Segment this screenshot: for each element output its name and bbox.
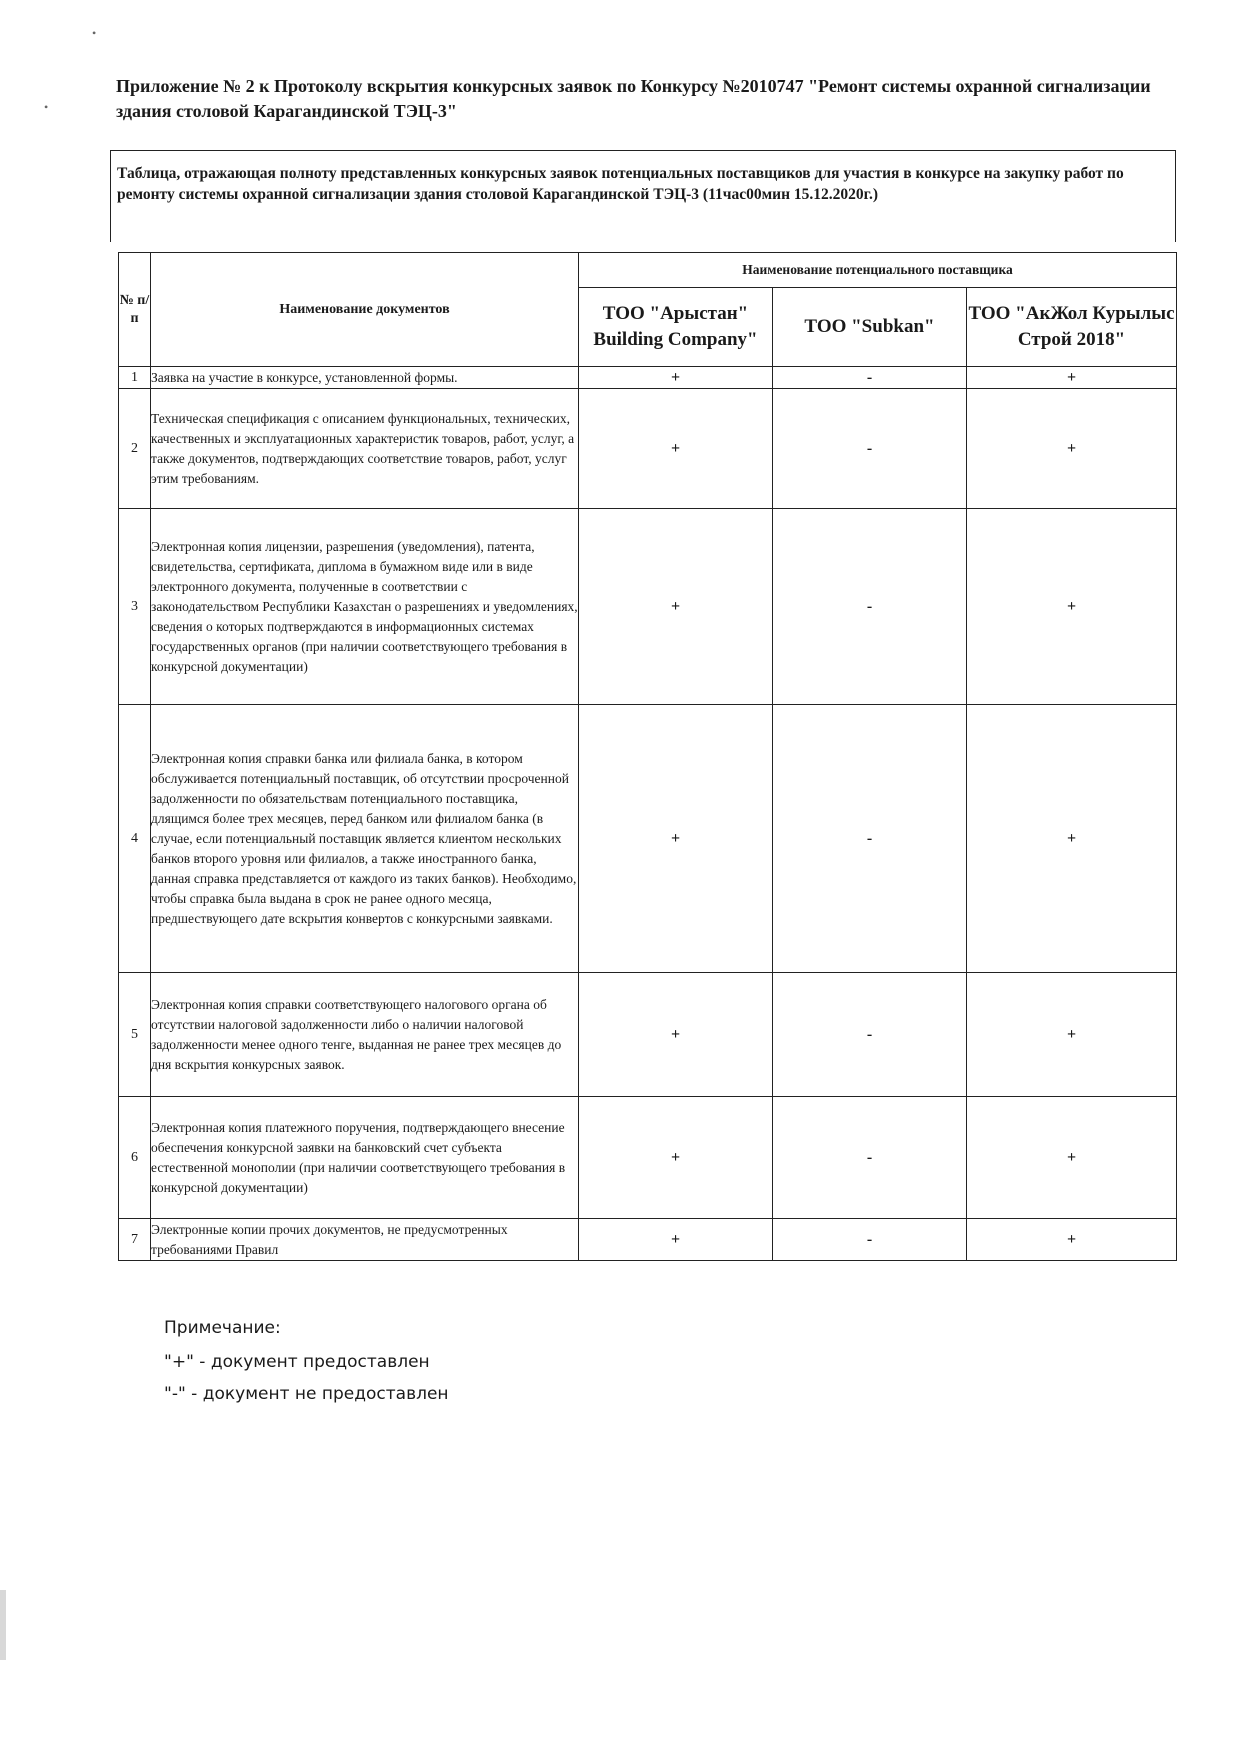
note-minus-legend: "-" - документ не предоставлен [164, 1384, 449, 1404]
table-row [119, 1219, 1177, 1261]
documents-table [118, 252, 1177, 1261]
mark-akzhol: + [967, 973, 1177, 1097]
mark-arystan: + [579, 705, 773, 973]
mark-akzhol: + [967, 1097, 1177, 1219]
page-title: Приложение № 2 к Протоколу вскрытия конкурсных заявок по Конкурсу №2010747 "Ремонт системы охранной сигнализации здания столовой Карагандинской ТЭЦ-3" [116, 76, 1151, 121]
vendor-header-subkan: ТОО "Subkan" [773, 288, 967, 367]
mark-arystan: + [579, 509, 773, 705]
mark-arystan: + [579, 367, 773, 389]
mark-arystan: + [579, 1219, 773, 1261]
scan-speck: • [92, 26, 97, 40]
document-name: Электронная копия лицензии, разрешения (уведомления), патента, свидетельства, сертификата, диплома в бумажном виде или в виде электронного документа, полученные в соответствии с законодательством Республики Казахстан о разрешениях и уведомлениях, сведения о которых подтверждаются в информационных системах государственных органов (при наличии соответствующего требования в конкурсной документации) [151, 509, 579, 705]
document-name: Электронная копия платежного поручения, подтверждающего внесение обеспечения конкурсной заявки на банковский счет субъекта естественной монополии (при наличии соответствующего требования в конкурсной документации) [151, 1097, 579, 1219]
mark-akzhol: + [967, 705, 1177, 973]
mark-subkan: - [773, 973, 967, 1097]
mark-subkan: - [773, 1097, 967, 1219]
table-row [119, 1097, 1177, 1219]
mark-akzhol: + [967, 509, 1177, 705]
notes-title: Примечание: [164, 1318, 281, 1338]
table-row [119, 509, 1177, 705]
row-number: 6 [119, 1097, 151, 1219]
table-row [119, 705, 1177, 973]
table-caption: Таблица, отражающая полноту представленных конкурсных заявок потенциальных поставщиков для участия в конкурсе на закупку работ по ремонту системы охранной сигнализации здания столовой Карагандинской ТЭЦ-3 (11час00мин 15.12.2020г.) [110, 150, 1176, 242]
mark-arystan: + [579, 1097, 773, 1219]
mark-subkan: - [773, 509, 967, 705]
row-number: 1 [119, 367, 151, 389]
mark-subkan: - [773, 1219, 967, 1261]
row-number: 5 [119, 973, 151, 1097]
column-header-number: № п/п [119, 253, 151, 367]
note-plus-legend: "+" - документ предоставлен [164, 1352, 430, 1372]
row-number: 3 [119, 509, 151, 705]
document-name: Заявка на участие в конкурсе, установленной формы. [151, 367, 579, 389]
mark-subkan: - [773, 389, 967, 509]
vendor-header-akzhol: ТОО "АкЖол Курылыс Строй 2018" [967, 288, 1177, 367]
table-row [119, 973, 1177, 1097]
mark-arystan: + [579, 973, 773, 1097]
mark-akzhol: + [967, 1219, 1177, 1261]
document-name: Электронные копии прочих документов, не предусмотренных требованиями Правил [151, 1219, 579, 1261]
column-header-documents: Наименование документов [151, 253, 579, 367]
column-header-supplier: Наименование потенциального поставщика [579, 253, 1177, 288]
scan-edge-mark [0, 1590, 6, 1660]
mark-akzhol: + [967, 367, 1177, 389]
row-number: 4 [119, 705, 151, 973]
mark-subkan: - [773, 705, 967, 973]
mark-subkan: - [773, 367, 967, 389]
row-number: 7 [119, 1219, 151, 1261]
table-row [119, 367, 1177, 389]
vendor-header-arystan: ТОО "Арыстан" Building Company" [579, 288, 773, 367]
scan-speck: • [44, 100, 49, 114]
document-name: Электронная копия справки банка или филиала банка, в котором обслуживается потенциальный поставщик, об отсутствии просроченной задолженности по обязательствам потенциального поставщика, длящимся более трех месяцев, перед банком или филиалом банка (в случае, если потенциальный поставщик является клиентом нескольких банков второго уровня или филиалов, а также иностранного банка, данная справка представляется от каждого из таких банков). Необходимо, чтобы справка была выдана в срок не ранее одного месяца, предшествующего дате вскрытия конвертов с конкурсными заявками. [151, 705, 579, 973]
table-row [119, 389, 1177, 509]
document-name: Техническая спецификация с описанием функциональных, технических, качественных и эксплуатационных характеристик товаров, работ, услуг, а также документов, подтверждающих соответствие товаров, работ, услуг этим требованиям. [151, 389, 579, 509]
row-number: 2 [119, 389, 151, 509]
document-name: Электронная копия справки соответствующего налогового органа об отсутствии налоговой задолженности либо о наличии налоговой задолженности менее одного тенге, выданная не ранее трех месяцев до дня вскрытия конкурсных заявок. [151, 973, 579, 1097]
mark-arystan: + [579, 389, 773, 509]
mark-akzhol: + [967, 389, 1177, 509]
